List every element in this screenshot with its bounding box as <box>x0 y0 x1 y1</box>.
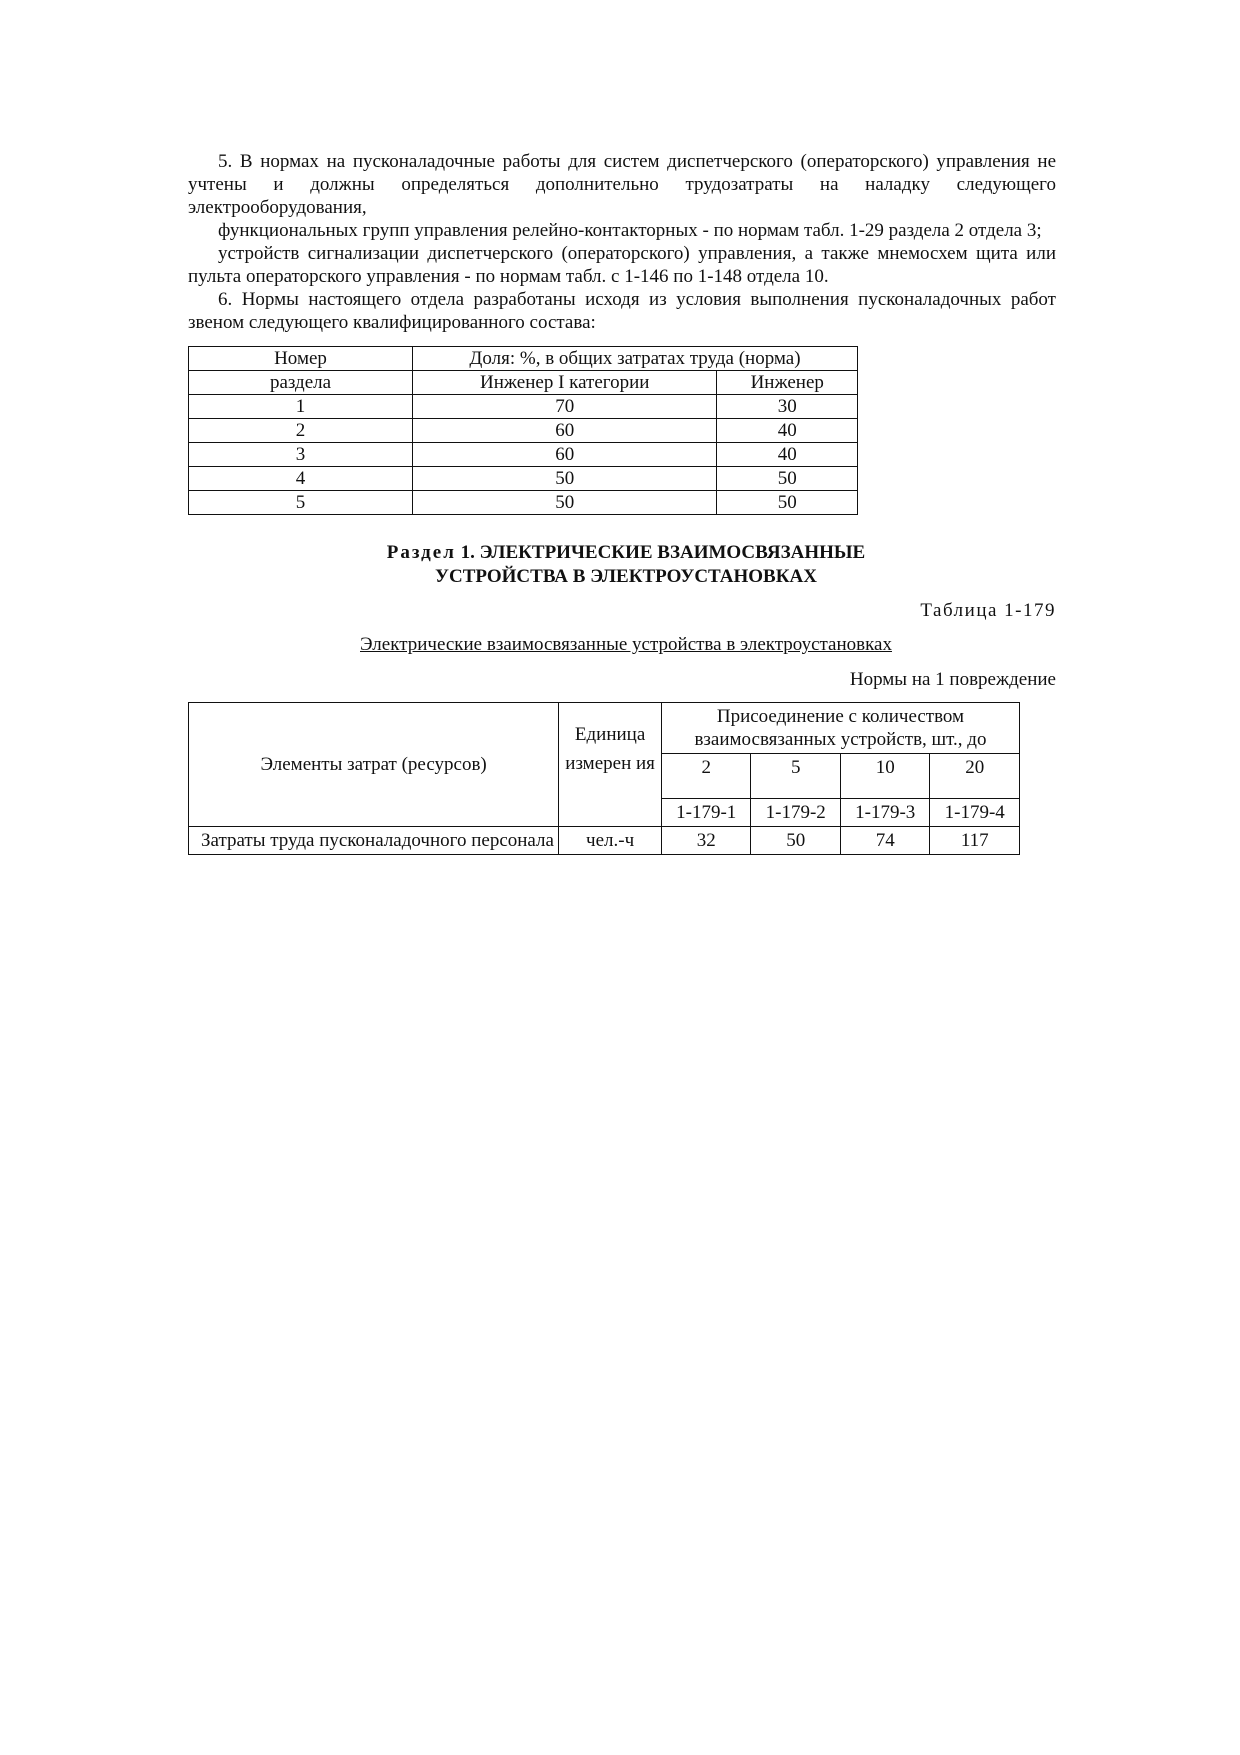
cell-eng: 50 <box>717 467 858 491</box>
header-qty: 5 <box>751 754 841 799</box>
table-number-label: Таблица 1-179 <box>920 600 1056 621</box>
cell-section: 4 <box>189 467 413 491</box>
header-qty: 2 <box>661 754 751 799</box>
cell-section: 3 <box>189 443 413 467</box>
cell-section: 2 <box>189 419 413 443</box>
table-row <box>189 395 858 419</box>
header-share: Доля: %, в общих затратах труда (норма) <box>413 347 858 371</box>
cell-element: Затраты труда пусконаладочного персонала <box>189 827 559 855</box>
cell-eng1: 50 <box>413 491 717 515</box>
cell-value: 50 <box>751 827 841 855</box>
table-header-row <box>189 371 858 395</box>
document-page <box>188 150 1056 855</box>
cell-section: 1 <box>189 395 413 419</box>
cell-eng: 40 <box>717 419 858 443</box>
header-unit <box>559 703 662 827</box>
header-code: 1-179-4 <box>930 799 1020 827</box>
header-code: 1-179-1 <box>661 799 751 827</box>
cell-unit: чел.-ч <box>559 827 662 855</box>
header-qty: 20 <box>930 754 1020 799</box>
cell-section: 5 <box>189 491 413 515</box>
header-engineer-1st-category: Инженер I категории <box>413 371 717 395</box>
paragraph-relay-groups: функциональных групп управления релейно-контакторных - по нормам табл. 1-29 раздела 2 отдела 3; <box>218 220 1042 241</box>
table-row <box>189 491 858 515</box>
header-code: 1-179-2 <box>751 799 841 827</box>
table-header-row <box>189 347 858 371</box>
table-row <box>189 467 858 491</box>
section-heading <box>196 541 1056 589</box>
cell-eng: 30 <box>717 395 858 419</box>
header-unit-bottom: измерен ия <box>565 753 655 774</box>
cell-eng: 50 <box>717 491 858 515</box>
table-caption: Электрические взаимосвязанные устройства в электроустановках <box>360 634 892 655</box>
norms-table-1-179 <box>188 702 1020 855</box>
header-qty: 10 <box>840 754 930 799</box>
header-connection: Присоединение с количеством взаимосвязанных устройств, шт., до <box>661 703 1019 754</box>
cell-value: 74 <box>840 827 930 855</box>
cell-eng1: 50 <box>413 467 717 491</box>
table-row <box>189 443 858 467</box>
table-row <box>189 419 858 443</box>
cell-eng1: 70 <box>413 395 717 419</box>
staff-composition-table <box>188 346 858 515</box>
paragraph-5: 5. В нормах на пусконаладочные работы для систем диспетчерского (операторского) управления не учтены и должны определяться дополнительно трудозатраты на наладку следующего электрооборудования, <box>188 151 1056 218</box>
section-prefix: Раздел <box>386 542 456 563</box>
header-code: 1-179-3 <box>840 799 930 827</box>
section-title-line1: 1. ЭЛЕКТРИЧЕСКИЕ ВЗАИМОСВЯЗАННЫЕ <box>460 542 866 563</box>
header-section-number: Номер <box>189 347 413 371</box>
cell-value: 32 <box>661 827 751 855</box>
header-unit-top: Единица <box>574 724 646 745</box>
table-row <box>189 827 1020 855</box>
table-header-row <box>189 703 1020 754</box>
header-engineer: Инженер <box>717 371 858 395</box>
cell-value: 117 <box>930 827 1020 855</box>
section-title-line2: УСТРОЙСТВА В ЭЛЕКТРОУСТАНОВКАХ <box>435 566 817 587</box>
paragraph-signaling: устройств сигнализации диспетчерского (операторского) управления, а также мнемосхем щита или пульта операторского управления - по нормам табл. с 1-146 по 1-148 отдела 10. <box>188 243 1056 287</box>
header-section-number-bottom: раздела <box>189 371 413 395</box>
cell-eng: 40 <box>717 443 858 467</box>
cell-eng1: 60 <box>413 419 717 443</box>
header-cost-elements: Элементы затрат (ресурсов) <box>189 703 559 827</box>
paragraph-6: 6. Нормы настоящего отдела разработаны исходя из условия выполнения пусконаладочных работ звеном следующего квалифицированного состава: <box>188 289 1056 333</box>
norms-note: Нормы на 1 повреждение <box>849 669 1056 690</box>
cell-eng1: 60 <box>413 443 717 467</box>
